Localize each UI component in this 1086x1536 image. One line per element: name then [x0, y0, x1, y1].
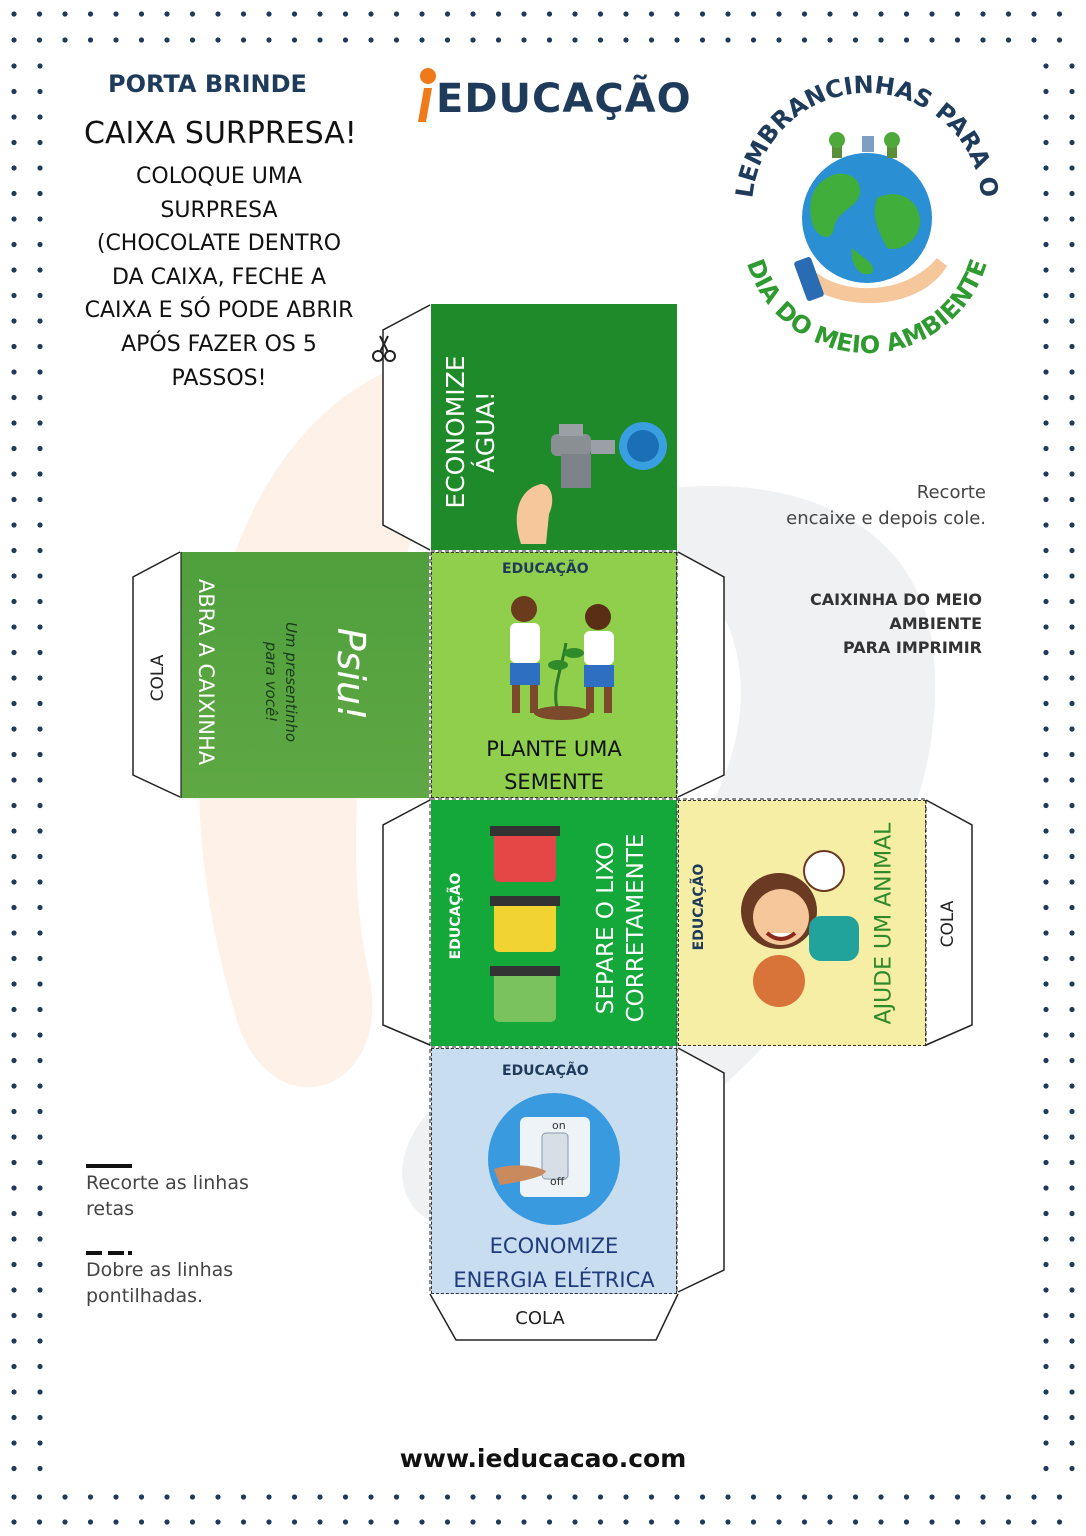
cola-right-label: COLA [938, 900, 958, 948]
footer-url: www.ieducacao.com [399, 1444, 687, 1473]
legend-cut: Recorte as linhas retas [86, 1172, 249, 1220]
cola-left-label: COLA [148, 654, 168, 702]
svg-text:DIA DO MEIO AMBIENTE: DIA DO MEIO AMBIENTE [741, 255, 993, 358]
lixo-logo: EDUCAÇÃO [448, 872, 464, 960]
recycling-bins-icon [486, 822, 576, 1032]
lixo-text: SEPARE O LIXO CORRETAMENTE [593, 833, 649, 1023]
caixinha-note: CAIXINHA DO MEIO AMBIENTE PARA IMPRIMIR [810, 590, 982, 657]
animal-text: AJUDE UM ANIMAL [871, 822, 897, 1025]
face-separe-lixo [431, 800, 677, 1046]
face-plante-semente [431, 552, 677, 798]
presentinho-text: Um presentinho para você! [262, 621, 300, 743]
light-switch-icon [484, 1089, 624, 1229]
animal-logo: EDUCAÇÃO [691, 863, 707, 951]
switch-off-label: off [550, 1175, 565, 1188]
caixa-surpresa-title: CAIXA SURPRESA! [84, 116, 357, 151]
recorte-note: Recorte encaixe e depois cole. [786, 482, 986, 529]
porta-brinde-title: PORTA BRINDE [108, 70, 307, 98]
face-economize-agua [431, 304, 677, 550]
instructions: COLOQUE UMA SURPRESA (CHOCOLATE DENTRO DA CAIXA, FECHE A CAIXA E SÓ PODE ABRIR APÓS FAZER OS 5 PASSOS! [84, 164, 354, 391]
brand-name: EDUCAÇÃO [436, 76, 692, 122]
semente-logo: EDUCAÇÃO [502, 561, 589, 577]
abra-text: ABRA A CAIXINHA [194, 578, 218, 766]
face-ajude-animal [678, 800, 926, 1046]
legend-fold: Dobre as linhas pontilhadas. [86, 1259, 234, 1307]
cola-bottom-label: COLA [515, 1308, 565, 1329]
faucet-hand-icon [501, 404, 671, 544]
agua-text: ECONOMIZE ÁGUA! [441, 355, 500, 509]
face-economize-energia [431, 1048, 677, 1294]
semente-text: PLANTE UMA SEMENTE [486, 737, 622, 794]
energia-text: ECONOMIZE ENERGIA ELÉTRICA [453, 1234, 655, 1292]
face-abra-caixinha [181, 552, 429, 798]
switch-on-label: on [552, 1119, 566, 1132]
kids-planting-illustration [462, 583, 652, 723]
energia-logo: EDUCAÇÃO [502, 1063, 589, 1079]
psiu-text: Psiu! [329, 627, 373, 721]
child-with-pets-illustration [719, 841, 869, 1021]
svg-text:LEMBRANCINHAS PARA O: LEMBRANCINHAS PARA O [730, 70, 1004, 200]
